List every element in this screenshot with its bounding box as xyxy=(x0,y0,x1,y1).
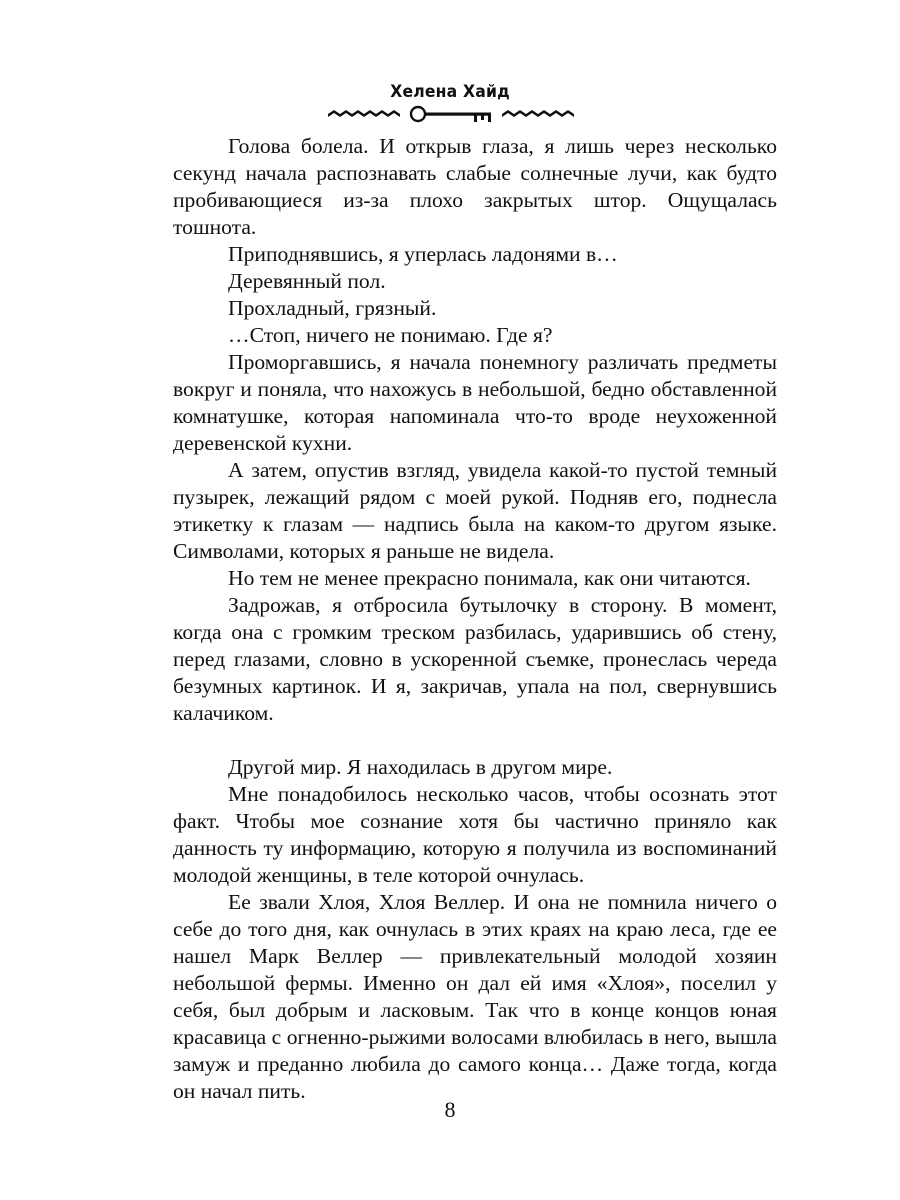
paragraph: Но тем не менее прекрасно понимала, как они читаются. xyxy=(228,566,751,590)
paragraph: Ее звали Хлоя, Хлоя Веллер. И она не помнила ничего о себе до того дня, как очнулась в этих краях на краю леса, где ее нашел Марк Веллер — привлекательный молодой хозяин небольшой фермы. Именно он дал ей имя «Хлоя», поселил у себя, был добрым и ласковым. Так что в конце концов юная красавица с огненно-рыжими волосами влюбилась в него, вышла замуж и преданно любила до самого конца… Даже тогда, когда он начал пить. xyxy=(173,890,777,1103)
paragraph: …Стоп, ничего не понимаю. Где я? xyxy=(228,323,553,347)
paragraph: Голова болела. И открыв глаза, я лишь через несколько секунд начала распознавать слабые солнечные лучи, как будто пробивающиеся из-за плохо закрытых штор. Ощущалась тошнота. xyxy=(173,134,777,239)
body-text xyxy=(173,133,777,1105)
key-ornament-icon xyxy=(326,103,576,125)
paragraph: Задрожав, я отбросила бутылочку в сторону. В момент, когда она с громким треском разбилась, ударившись об стену, перед глазами, словно в ускоренной съемке, пронеслась череда безумных картинок. И я, закричав, упала на пол, свернувшись калачиком. xyxy=(173,593,777,725)
paragraph: Другой мир. Я находилась в другом мире. xyxy=(228,755,613,779)
running-header xyxy=(0,82,900,102)
running-title: Хелена Хайд xyxy=(390,82,510,102)
paragraph: Мне понадобилось несколько часов, чтобы осознать этот факт. Чтобы мое сознание хотя бы частично приняло как данность ту информацию, которую я получила из воспоминаний молодой женщины, в теле которой очнулась. xyxy=(173,782,777,887)
paragraph: А затем, опустив взгляд, увидела какой-то пустой темный пузырек, лежащий рядом с моей рукой. Подняв его, поднесла этикетку к глазам — надпись была на каком-то другом языке. Символами, которых я раньше не видела. xyxy=(173,458,777,563)
paragraph: Приподнявшись, я уперлась ладонями в… xyxy=(228,242,618,266)
paragraph: Деревянный пол. xyxy=(228,269,386,293)
paragraph: Прохладный, грязный. xyxy=(228,296,437,320)
page-number: 8 xyxy=(444,1097,456,1122)
paragraph: Проморгавшись, я начала понемногу различать предметы вокруг и поняла, что нахожусь в небольшой, бедно обставленной комнатушке, которая напоминала что-то вроде неухоженной деревенской кухни. xyxy=(173,350,777,455)
